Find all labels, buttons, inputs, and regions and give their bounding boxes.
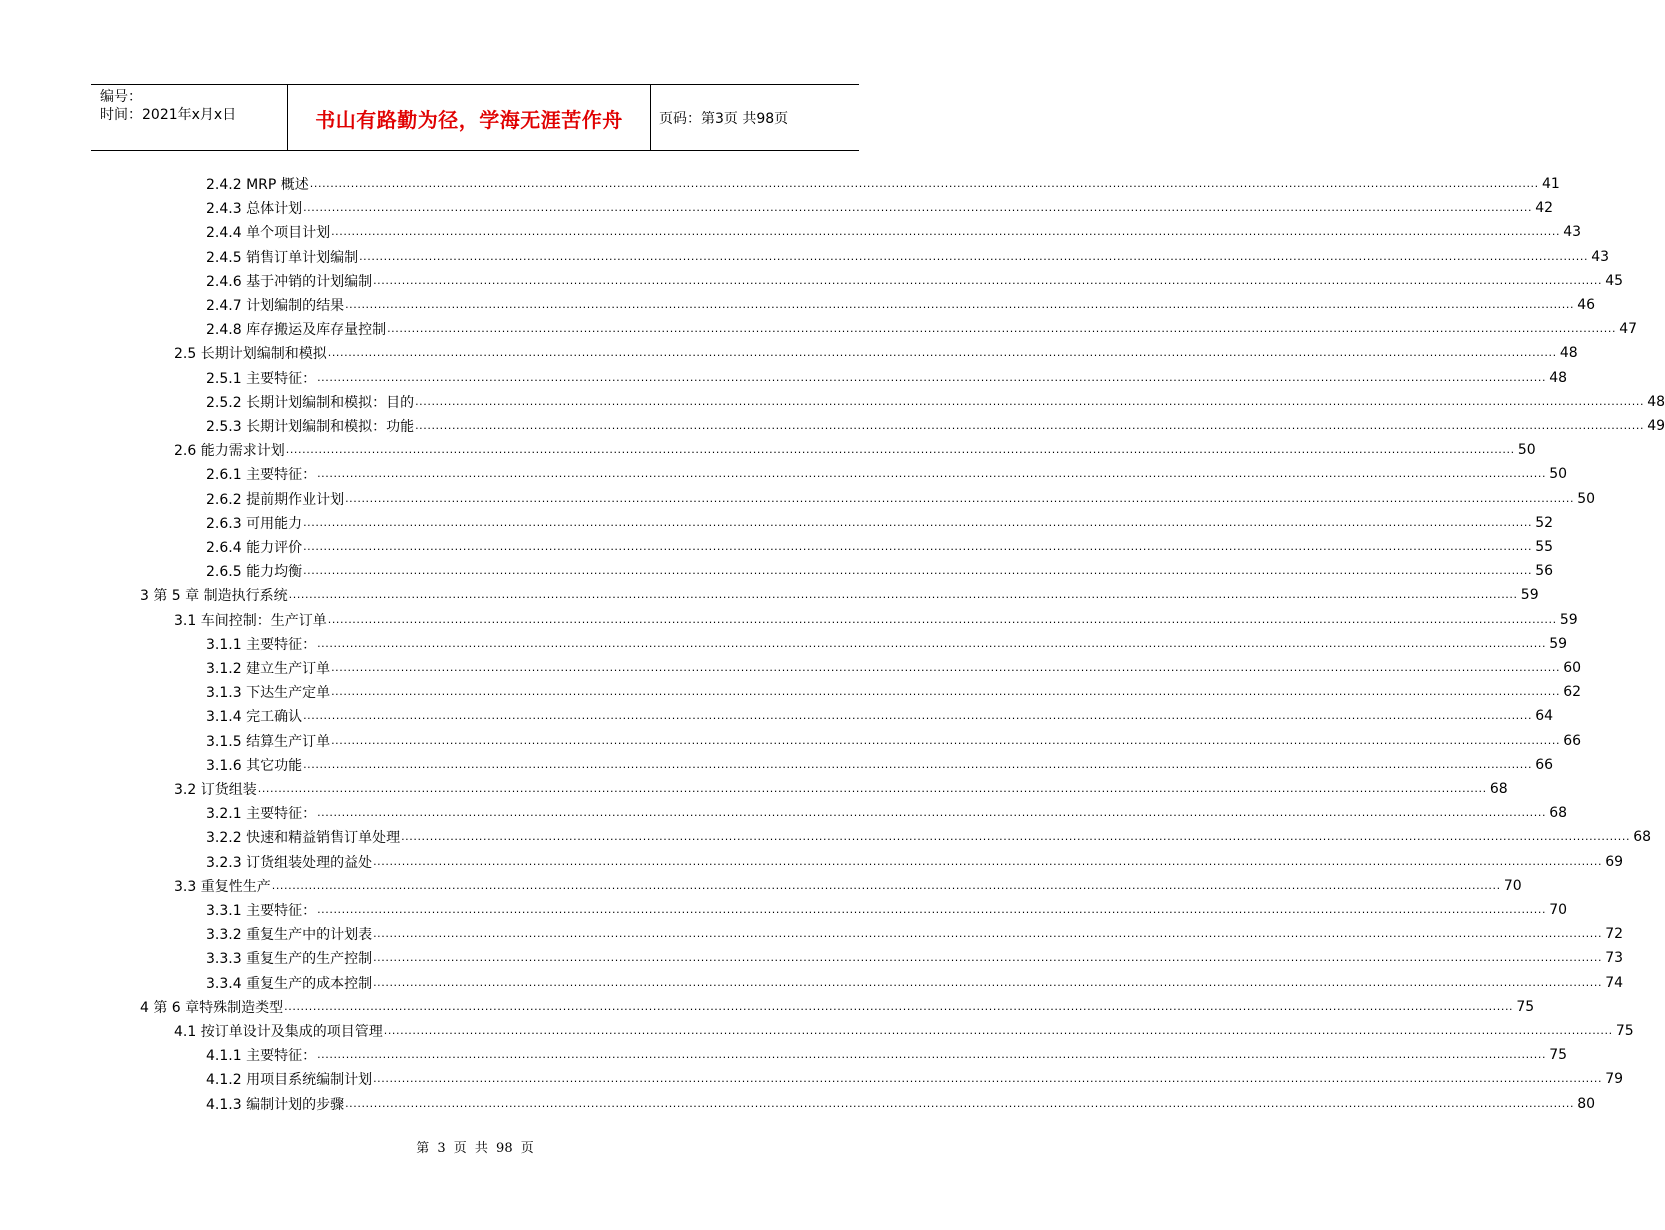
toc-entry-page: 62: [1563, 684, 1582, 701]
header-divider-right: [650, 84, 651, 150]
toc-entry-page: 68: [1549, 805, 1568, 822]
toc-entry-title: 4.1.3 编制计划的步骤: [206, 1096, 345, 1113]
toc-entry-title: 2.5.2 长期计划编制和模拟：目的: [206, 394, 415, 411]
toc-dot-leader: ............................................................................................................................................................................................................................................................................................................: [303, 201, 1533, 215]
toc-dot-leader: ............................................................................................................................................................................................................................................................................................................: [317, 903, 1547, 916]
toc-entry[interactable]: [174, 608, 1578, 632]
toc-entry[interactable]: [206, 1092, 1596, 1116]
toc-entry-page: 60: [1563, 660, 1582, 676]
toc-entry-title: 2.6.2 提前期作业计划: [206, 491, 345, 508]
toc-entry[interactable]: [206, 487, 1596, 511]
toc-entry[interactable]: [174, 874, 1522, 898]
toc-dot-leader: ............................................................................................................................................................................................................................................................................................................: [415, 394, 1645, 408]
toc-entry[interactable]: [174, 777, 1508, 801]
toc-dot-leader: ............................................................................................................................................................................................................................................................................................................: [327, 346, 1557, 360]
toc-entry-page: 47: [1619, 321, 1638, 338]
toc-entry-page: 50: [1577, 490, 1596, 507]
footer-page-number: 第 3 页 共 98 页: [416, 1141, 534, 1156]
toc-entry-title: 3.2.3 订货组装处理的益处: [206, 854, 373, 871]
toc-dot-leader: ............................................................................................................................................................................................................................................................................................................: [303, 709, 1533, 723]
toc-entry[interactable]: [206, 801, 1568, 825]
toc-entry[interactable]: [206, 704, 1554, 728]
header-time-label: 时间：2021年x月x日: [100, 107, 237, 123]
toc-dot-leader: ............................................................................................................................................................................................................................................................................................................: [317, 1048, 1547, 1062]
header-page-label: 页码：第3页 共98页: [659, 111, 789, 127]
toc-dot-leader: ............................................................................................................................................................................................................................................................................................................: [345, 298, 1575, 311]
toc-dot-leader: ............................................................................................................................................................................................................................................................................................................: [415, 419, 1645, 432]
toc-entry-title: 2.6.5 能力均衡: [206, 564, 303, 581]
toc-entry-page: 48: [1559, 345, 1578, 362]
toc-dot-leader: ............................................................................................................................................................................................................................................................................................................: [373, 273, 1603, 287]
toc-dot-leader: ............................................................................................................................................................................................................................................................................................................: [373, 951, 1603, 965]
toc-dot-leader: ............................................................................................................................................................................................................................................................................................................: [327, 612, 1557, 626]
toc-dot-leader: ............................................................................................................................................................................................................................................................................................................: [317, 467, 1547, 481]
toc-entry[interactable]: [206, 632, 1568, 656]
toc-entry-page: 70: [1549, 902, 1568, 918]
toc-dot-leader: ............................................................................................................................................................................................................................................................................................................: [285, 443, 1515, 457]
toc-entry-page: 52: [1535, 514, 1554, 531]
toc-entry[interactable]: [206, 317, 1638, 341]
header-meta: [100, 88, 236, 124]
toc-entry[interactable]: [206, 1043, 1568, 1067]
toc-entry-page: 43: [1563, 224, 1582, 241]
toc-entry-page: 48: [1549, 369, 1568, 386]
toc-entry[interactable]: [206, 559, 1554, 583]
header-number-label: 编号：: [100, 89, 142, 105]
toc-entry[interactable]: [174, 1019, 1634, 1043]
toc-entry-title: 3.3.3 重复生产的生产控制: [206, 951, 373, 968]
toc-dot-leader: ............................................................................................................................................................................................................................................................................................................: [257, 782, 1487, 795]
toc-entry-title: 4.1 按订单设计及集成的项目管理: [174, 1024, 383, 1040]
toc-entry-title: 3.2.2 快速和精益销售订单处理: [206, 830, 401, 847]
toc-dot-leader: ............................................................................................................................................................................................................................................................................................................: [317, 370, 1547, 384]
toc-entry-title: 3.2.1 主要特征：: [206, 806, 317, 823]
header-motto: 书山有路勤为径，学海无涯苦作舟: [315, 108, 623, 132]
toc-dot-leader: ............................................................................................................................................................................................................................................................................................................: [345, 491, 1575, 505]
toc-entry-title: 2.4.5 销售订单计划编制: [206, 249, 359, 266]
toc-entry[interactable]: [206, 898, 1568, 922]
toc-entry-title: 3.3 重复性生产: [174, 878, 271, 895]
toc-entry[interactable]: [206, 753, 1554, 777]
toc-entry[interactable]: [206, 680, 1582, 704]
toc-dot-leader: ............................................................................................................................................................................................................................................................................................................: [331, 733, 1561, 747]
toc-entry[interactable]: [206, 729, 1582, 753]
toc-entry[interactable]: [206, 971, 1624, 995]
toc-entry-title: 3.1 车间控制：生产订单: [174, 612, 327, 629]
toc-entry[interactable]: [206, 922, 1624, 946]
toc-entry[interactable]: [206, 220, 1582, 244]
toc-entry-page: 48: [1647, 393, 1665, 410]
toc-entry-title: 3.1.3 下达生产定单: [206, 685, 331, 702]
toc-entry-page: 59: [1559, 611, 1578, 628]
header-bottom-rule: [91, 150, 859, 151]
toc-entry[interactable]: [206, 196, 1554, 220]
toc-entry-page: 70: [1503, 877, 1522, 894]
toc-entry-title: 2.4.8 库存搬运及库存量控制: [206, 322, 387, 339]
toc-entry[interactable]: [206, 366, 1568, 390]
toc-entry-title: 3 第 5 章 制造执行系统: [140, 588, 288, 605]
toc-entry-page: 64: [1535, 708, 1554, 725]
toc-entry[interactable]: [174, 341, 1578, 365]
toc-entry[interactable]: [206, 414, 1665, 438]
toc-entry-page: 45: [1605, 272, 1624, 289]
toc-entry-page: 55: [1535, 539, 1554, 555]
toc-dot-leader: ............................................................................................................................................................................................................................................................................................................: [288, 588, 1518, 602]
toc-entry[interactable]: [140, 995, 1535, 1019]
toc-entry-page: 72: [1605, 926, 1624, 943]
toc-dot-leader: ............................................................................................................................................................................................................................................................................................................: [383, 1024, 1613, 1037]
toc-dot-leader: ............................................................................................................................................................................................................................................................................................................: [317, 806, 1547, 820]
toc-dot-leader: ............................................................................................................................................................................................................................................................................................................: [345, 1096, 1575, 1110]
toc-entry-page: 68: [1489, 781, 1508, 797]
toc-entry-page: 80: [1577, 1095, 1596, 1112]
toc-entry[interactable]: [206, 462, 1568, 486]
toc-dot-leader: ............................................................................................................................................................................................................................................................................................................: [317, 636, 1547, 650]
toc-entry-page: 59: [1520, 587, 1539, 604]
toc-entry-title: 2.5.3 长期计划编制和模拟：功能: [206, 419, 415, 435]
toc-entry-page: 68: [1633, 829, 1652, 846]
toc-entry-title: 2.4.4 单个项目计划: [206, 225, 331, 242]
toc-entry[interactable]: [206, 656, 1582, 680]
toc-entry-title: 2.5 长期计划编制和模拟: [174, 346, 327, 363]
toc-entry-title: 2.4.7 计划编制的结果: [206, 298, 345, 314]
toc-entry[interactable]: [206, 850, 1624, 874]
toc-dot-leader: ............................................................................................................................................................................................................................................................................................................: [373, 927, 1603, 941]
toc-entry-page: 69: [1605, 853, 1624, 870]
toc-dot-leader: ............................................................................................................................................................................................................................................................................................................: [331, 225, 1561, 239]
toc-entry-title: 2.4.2 MRP 概述: [206, 177, 309, 193]
toc-dot-leader: ............................................................................................................................................................................................................................................................................................................: [373, 854, 1603, 868]
toc-entry-title: 3.1.4 完工确认: [206, 709, 303, 726]
toc-entry-title: 3.3.4 重复生产的成本控制: [206, 975, 373, 992]
toc-entry[interactable]: [206, 535, 1554, 559]
toc-entry[interactable]: [206, 390, 1665, 414]
toc-dot-leader: ............................................................................................................................................................................................................................................................................................................: [373, 1072, 1603, 1086]
toc-entry-page: 75: [1516, 998, 1535, 1015]
toc-entry-title: 2.6.3 可用能力: [206, 515, 303, 532]
toc-entry-page: 66: [1535, 756, 1554, 773]
toc-entry-page: 66: [1563, 732, 1582, 749]
toc-entry[interactable]: [206, 825, 1652, 849]
toc-entry-page: 50: [1549, 466, 1568, 483]
toc-entry-page: 50: [1517, 442, 1536, 459]
toc-entry-title: 3.1.1 主要特征：: [206, 636, 317, 653]
toc-dot-leader: ............................................................................................................................................................................................................................................................................................................: [303, 540, 1533, 553]
toc-entry-title: 3.1.2 建立生产订单: [206, 661, 331, 677]
toc-entry-title: 4 第 6 章特殊制造类型: [140, 999, 284, 1016]
toc-dot-leader: ............................................................................................................................................................................................................................................................................................................: [271, 878, 1501, 892]
toc-entry-title: 3.3.1 主要特征：: [206, 903, 317, 919]
header-top-rule: [91, 84, 859, 85]
toc-entry-title: 2.6 能力需求计划: [174, 443, 285, 460]
toc-entry-title: 2.4.6 基于冲销的计划编制: [206, 273, 373, 290]
toc-entry-title: 2.6.1 主要特征：: [206, 467, 317, 484]
toc-entry-page: 41: [1541, 176, 1560, 192]
toc-entry[interactable]: [174, 438, 1536, 462]
toc-entry-page: 46: [1577, 297, 1596, 313]
toc-dot-leader: ............................................................................................................................................................................................................................................................................................................: [309, 177, 1539, 190]
toc-dot-leader: ............................................................................................................................................................................................................................................................................................................: [303, 515, 1533, 529]
toc-entry[interactable]: [206, 269, 1624, 293]
toc-entry-page: 75: [1549, 1047, 1568, 1064]
toc-entry-page: 56: [1535, 563, 1554, 580]
toc-entry[interactable]: [206, 1067, 1624, 1091]
toc-entry[interactable]: [206, 511, 1554, 535]
toc-entry-page: 74: [1605, 974, 1624, 991]
toc-dot-leader: ............................................................................................................................................................................................................................................................................................................: [359, 249, 1589, 263]
toc-entry[interactable]: [206, 172, 1560, 196]
toc-entry-title: 3.3.2 重复生产中的计划表: [206, 927, 373, 944]
toc-entry-page: 42: [1535, 200, 1554, 217]
toc-entry[interactable]: [140, 583, 1539, 607]
toc-entry-page: 49: [1647, 418, 1665, 434]
toc-entry-title: 3.1.5 结算生产订单: [206, 733, 331, 750]
toc-entry-page: 79: [1605, 1071, 1624, 1088]
toc-entry-title: 4.1.1 主要特征：: [206, 1048, 317, 1065]
toc-entry-title: 2.5.1 主要特征：: [206, 370, 317, 387]
toc-dot-leader: ............................................................................................................................................................................................................................................................................................................: [401, 830, 1631, 844]
toc-dot-leader: ............................................................................................................................................................................................................................................................................................................: [331, 685, 1561, 699]
toc-entry-title: 3.2 订货组装: [174, 782, 257, 798]
toc-entry-title: 2.4.3 总体计划: [206, 201, 303, 218]
toc-dot-leader: ............................................................................................................................................................................................................................................................................................................: [373, 975, 1603, 989]
toc-entry-page: 59: [1549, 635, 1568, 652]
toc-entry-title: 3.1.6 其它功能: [206, 757, 303, 774]
toc-entry[interactable]: [206, 946, 1624, 970]
toc-entry-page: 43: [1591, 248, 1610, 265]
toc-entry-title: 2.6.4 能力评价: [206, 540, 303, 556]
toc-entry-title: 4.1.2 用项目系统编制计划: [206, 1072, 373, 1089]
toc-entry[interactable]: [206, 293, 1596, 317]
toc-dot-leader: ............................................................................................................................................................................................................................................................................................................: [387, 322, 1617, 336]
toc-dot-leader: ............................................................................................................................................................................................................................................................................................................: [303, 757, 1533, 771]
toc-dot-leader: ............................................................................................................................................................................................................................................................................................................: [303, 564, 1533, 578]
toc-dot-leader: ............................................................................................................................................................................................................................................................................................................: [331, 661, 1561, 674]
toc-entry[interactable]: [206, 245, 1610, 269]
toc-dot-leader: ............................................................................................................................................................................................................................................................................................................: [284, 999, 1514, 1013]
toc-entry-page: 73: [1605, 950, 1624, 967]
toc-entry-page: 75: [1615, 1023, 1634, 1039]
